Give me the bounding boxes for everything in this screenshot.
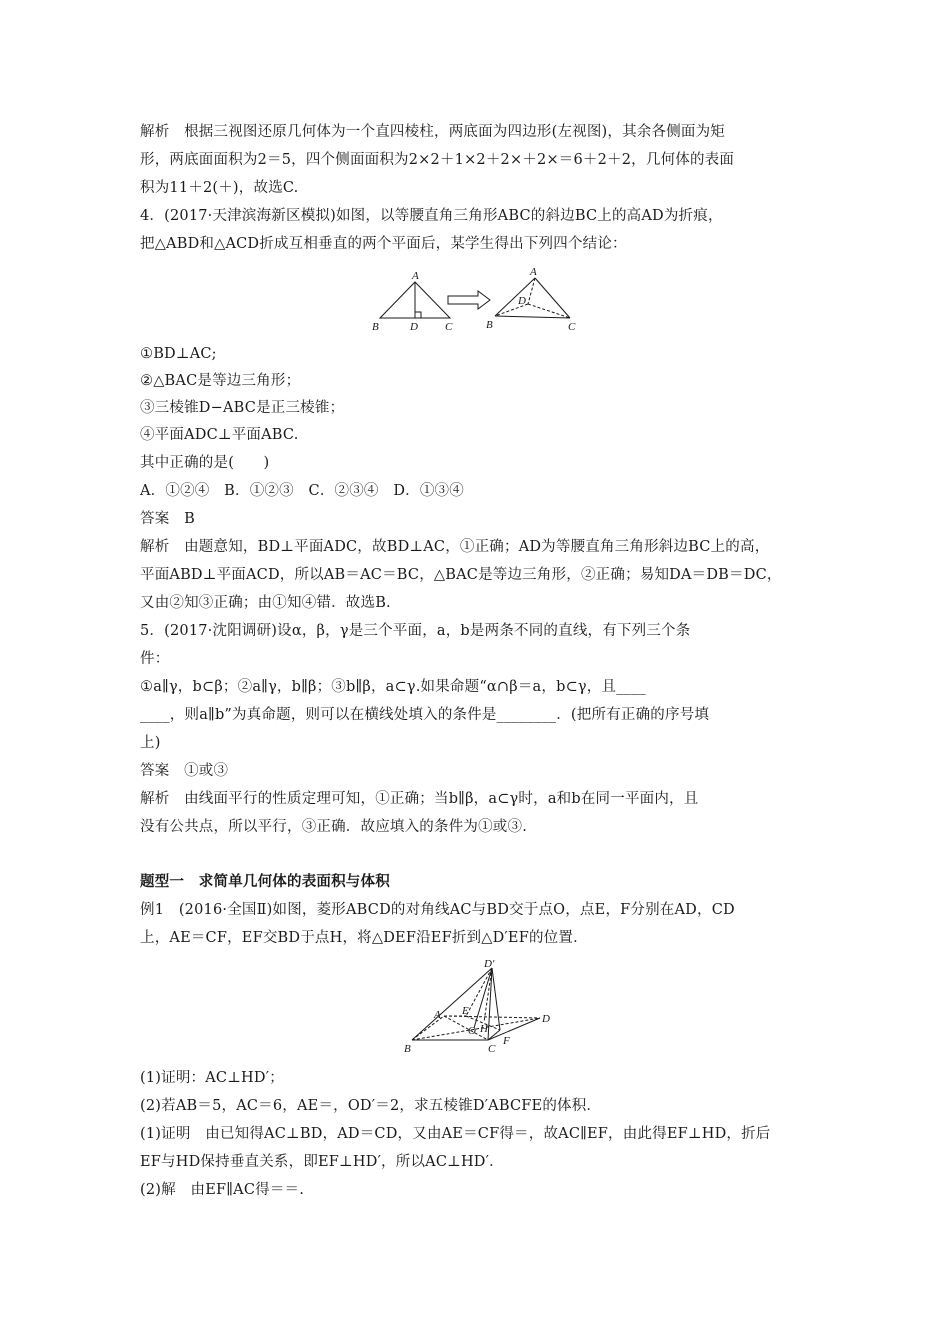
text-line-20: 上)	[140, 735, 161, 751]
text-line-1: 解析 根据三视图还原几何体为一个直四棱柱，两底面为四边形(左视图)，其余各侧面为矩	[140, 124, 726, 140]
label-C-left: C	[445, 321, 453, 333]
text-line-8: ③三棱锥D−ABC是正三棱锥；	[140, 400, 345, 416]
pyramid-figure	[400, 956, 560, 1054]
text-line-30: (2)解 由EF∥AC得＝＝.	[140, 1182, 305, 1198]
text-line-28: (1)证明 由已知得AC⊥BD，AD＝CD，又由AE＝CF得＝，故AC∥EF，由此得EF⊥HD，折后	[140, 1126, 771, 1142]
label-D-right: D	[518, 295, 526, 307]
text-line-3: 积为11＋2(＋)，故选C.	[140, 180, 299, 196]
label-E: E	[462, 1005, 469, 1017]
label-C: C	[488, 1043, 496, 1054]
text-line-18: ①a∥γ，b⊂β；②a∥γ，b∥β；③b∥β，a⊂γ.如果命题“α∩β＝a，b⊂γ，且____	[140, 679, 647, 695]
fold-triangle-figure	[368, 264, 588, 336]
text-line-19: ____，则a∥b”为真命题，则可以在横线处填入的条件是________．(把所有正确的序号填	[140, 707, 710, 723]
text-line-22: 解析 由线面平行的性质定理可知，①正确；当b∥β，a⊂γ时，a和b在同一平面内，且	[140, 791, 699, 807]
text-line-26: (1)证明：AC⊥HD′；	[140, 1070, 284, 1086]
text-line-10: 其中正确的是( )	[140, 455, 270, 471]
label-A: A	[434, 1009, 441, 1021]
text-line-14: 平面ABD⊥平面ACD，所以AB＝AC＝BC，△BAC是等边三角形，②正确；易知DA＝DB＝DC，	[140, 567, 782, 583]
text-line-27: (2)若AB＝5，AC＝6，AE＝，OD′＝2，求五棱锥D′ABCFE的体积．	[140, 1098, 602, 1114]
text-line-2: 形，两底面面积为2＝5，四个侧面面积为2×2＋1×2＋2×＋2×＝6＋2＋2，几何体的表面	[140, 152, 735, 168]
text-line-13: 解析 由题意知，BD⊥平面ADC，故BD⊥AC，①正确；AD为等腰直角三角形斜边BC上的高，	[140, 539, 770, 555]
text-line-23: 没有公共点，所以平行，③正确．故应填入的条件为①或③.	[140, 819, 528, 835]
text-line-9: ④平面ADC⊥平面ABC.	[140, 427, 299, 443]
label-D: D	[542, 1013, 550, 1025]
text-line-16: 5．(2017·沈阳调研)设α，β，γ是三个平面，a，b是两条不同的直线，有下列三个条	[140, 623, 691, 639]
label-A-right: A	[530, 266, 537, 278]
label-H: H	[480, 1023, 488, 1035]
label-D-prime: D′	[484, 958, 495, 970]
text-line-11: A．①②④ B．①②③ C．②③④ D．①③④	[140, 483, 464, 499]
text-line-4: 4．(2017·天津滨海新区模拟)如图，以等腰直角三角形ABC的斜边BC上的高AD为折痕，	[140, 208, 723, 224]
label-C-right: C	[568, 321, 576, 333]
label-B-right: B	[486, 319, 493, 331]
text-line-15: 又由②知③正确；由①知④错．故选B.	[140, 595, 391, 611]
text-line-5: 把△ABD和△ACD折成互相垂直的两个平面后，某学生得出下列四个结论：	[140, 236, 627, 252]
text-line-21: 答案 ①或③	[140, 763, 229, 779]
label-A-left: A	[412, 270, 419, 282]
text-line-12: 答案 B	[140, 511, 195, 527]
text-line-29: EF与HD保持垂直关系，即EF⊥HD′，所以AC⊥HD′．	[140, 1154, 504, 1170]
label-B: B	[404, 1043, 411, 1054]
text-line-17: 件：	[140, 651, 170, 667]
text-line-6: ①BD⊥AC;	[140, 346, 217, 362]
text-line-25: 上，AE＝CF，EF交BD于点H，将△DEF沿EF折到△D′EF的位置．	[140, 930, 588, 946]
text-line-7: ②△BAC是等边三角形；	[140, 373, 301, 389]
label-B-left: B	[372, 321, 379, 333]
text-line-24: 例1 (2016·全国Ⅱ)如图，菱形ABCD的对角线AC与BD交于点O，点E，F分别在AD，CD	[140, 902, 735, 918]
label-O: O	[468, 1025, 476, 1037]
label-D-left: D	[410, 321, 418, 333]
label-F: F	[503, 1035, 510, 1047]
section-heading: 题型一 求简单几何体的表面积与体积	[140, 873, 390, 890]
